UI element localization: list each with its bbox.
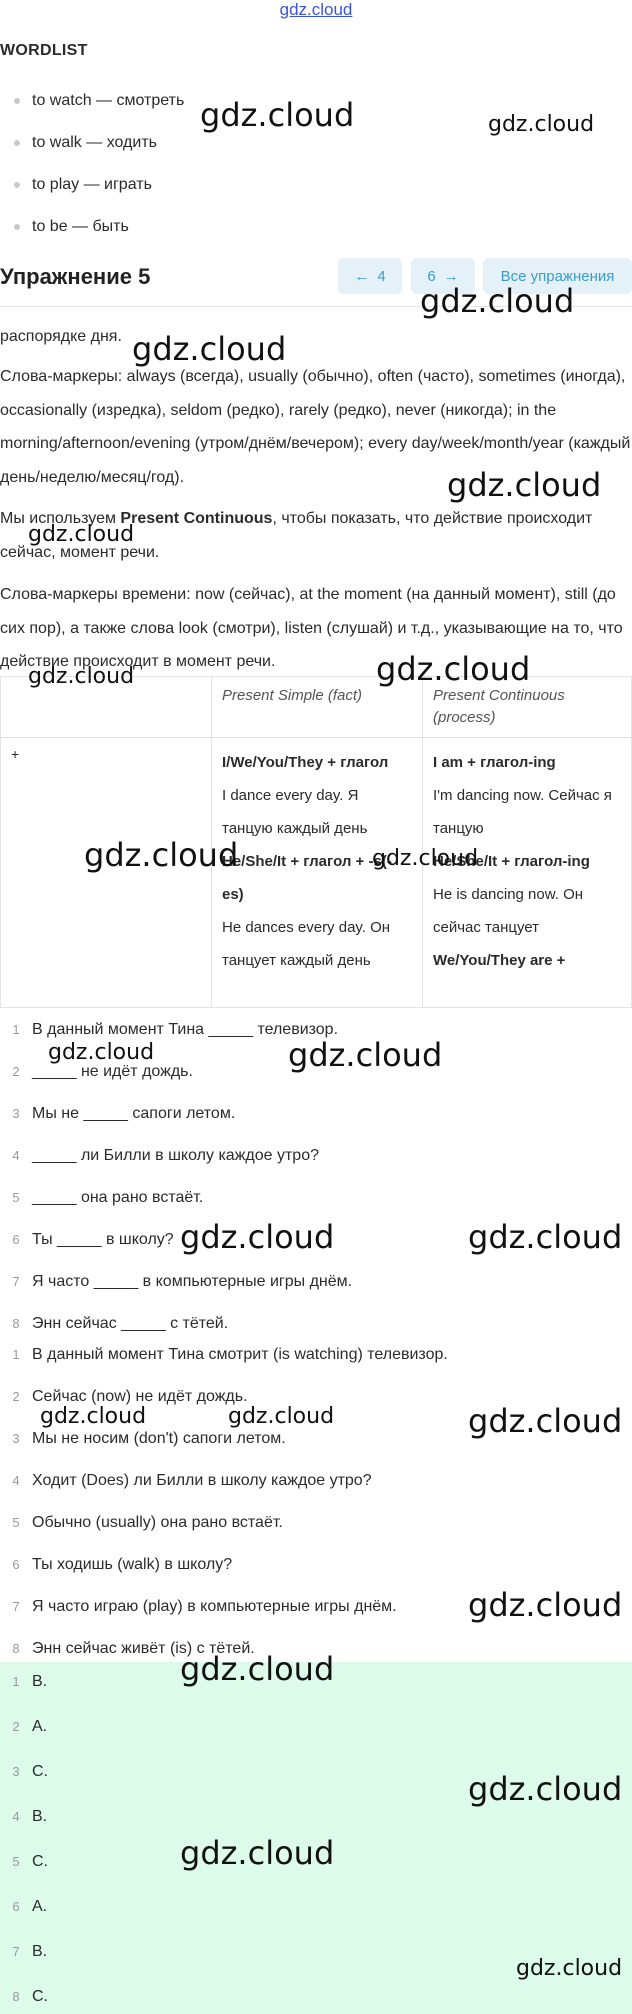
watermark: gdz.cloud <box>468 1586 623 1624</box>
watermark: gdz.cloud <box>28 522 135 547</box>
continuous-term: Present Continuous <box>120 510 273 527</box>
wordlist-item-text: to play — играть <box>32 176 152 193</box>
continuous-formula: I am + глагол-ing <box>433 754 556 771</box>
watermark: gdz.cloud <box>40 1404 147 1429</box>
watermark: gdz.cloud <box>468 1770 623 1808</box>
wordlist-item <box>14 218 129 236</box>
continuous-text: Мы используем Present Continuous, чтобы показать, что действие происходит сейчас, момент речи. <box>0 510 593 561</box>
question-item: 8 Энн сейчас _____ с тётей. <box>12 1315 229 1332</box>
watermark: gdz.cloud <box>372 846 479 871</box>
table-header-simple: Present Simple (fact) <box>212 677 423 738</box>
answer-item: 5 C. <box>12 1853 48 1870</box>
answer-item: 8 C. <box>12 1988 48 2005</box>
watermark: gdz.cloud <box>468 1218 623 1256</box>
watermark: gdz.cloud <box>48 1040 155 1065</box>
watermark: gdz.cloud <box>180 1218 335 1256</box>
continuous-formula: He/She/It + глагол-ing <box>433 853 590 870</box>
bullet-icon <box>14 140 20 146</box>
simple-example: I dance every day. Я танцую каждый день <box>222 787 368 837</box>
answer-item: 4 B. <box>12 1808 48 1825</box>
question-item: 2 _____ не идёт дождь. <box>12 1063 193 1080</box>
wordlist-item-text: to be — быть <box>32 218 129 235</box>
solution-item: 6 Ты ходишь (walk) в школу? <box>12 1556 233 1573</box>
wordlist-title: WORDLIST <box>0 42 88 59</box>
watermark: gdz.cloud <box>468 1402 623 1440</box>
watermark: gdz.cloud <box>288 1036 443 1074</box>
question-item: 3 Мы не _____ сапоги летом. <box>12 1105 236 1122</box>
watermark: gdz.cloud <box>84 836 239 874</box>
simple-example: He dances every day. Он танцует каждый день <box>222 919 391 969</box>
table-cell-continuous <box>423 738 632 1008</box>
wordlist-item-text: to walk — ходить <box>32 134 157 151</box>
watermark: gdz.cloud <box>200 96 355 134</box>
solution-item: 5 Обычно (usually) она рано встаёт. <box>12 1514 283 1531</box>
prev-exercise-button[interactable] <box>338 258 402 294</box>
prev-exercise-label: 4 <box>377 267 386 285</box>
arrow-left-icon: ← <box>354 267 370 285</box>
watermark: gdz.cloud <box>447 466 602 504</box>
answer-item: 6 A. <box>12 1898 48 1915</box>
answer-item: 7 B. <box>12 1943 48 1960</box>
question-item: 6 Ты _____ в школу? <box>12 1231 174 1248</box>
watermark: gdz.cloud <box>488 112 595 137</box>
watermark: gdz.cloud <box>132 330 287 368</box>
simple-formula: I/We/You/They + глагол <box>222 754 389 771</box>
wordlist-item <box>14 176 152 194</box>
wordlist-item <box>14 134 157 152</box>
question-item: 1 В данный момент Тина _____ телевизор. <box>12 1021 339 1038</box>
solution-item: 3 Мы не носим (don't) сапоги летом. <box>12 1430 286 1447</box>
continuous-formula: We/You/They are + <box>433 952 566 969</box>
solution-item: 4 Ходит (Does) ли Билли в школу каждое утро? <box>12 1472 372 1489</box>
markers-continuous-text: Слова-маркеры времени: now (сейчас), at the moment (на данный момент), still (до сих пор), а также слова look (смотри), listen (слушай) и т.д., указывающие на то, что действие происходит в момент речи. <box>0 586 623 670</box>
simple-formula: He/She/It + глагол + -s(-es) <box>222 853 392 903</box>
solution-item: 8 Энн сейчас живёт (is) с тётей. <box>12 1640 255 1657</box>
watermark: gdz.cloud <box>516 1956 623 1981</box>
all-exercises-label: Все упражнения <box>500 267 615 285</box>
next-exercise-label: 6 <box>427 267 436 285</box>
answer-item: 1 B. <box>12 1673 48 1690</box>
watermark: gdz.cloud <box>28 664 135 689</box>
markers-simple-text: Слова-маркеры: always (всегда), usually (обычно), often (часто), sometimes (иногда), occasionally (изредка), seldom (редко), rarely (редко), never (никогда); in the morning/afternoon/evening (утром/днём/вечером); every day/week/month/year (каждый день/неделю/месяц/год). <box>0 368 631 486</box>
table-row-sign: + <box>1 738 212 1008</box>
bullet-icon <box>14 182 20 188</box>
table-header-continuous: Present Continuous (process) <box>423 677 632 738</box>
continuous-example: I'm dancing now. Сейчас я танцую <box>433 787 612 837</box>
question-item: 7 Я часто _____ в компьютерные игры днём. <box>12 1273 353 1290</box>
watermark: gdz.cloud <box>180 1834 335 1872</box>
wordlist-item <box>14 92 184 110</box>
bullet-icon <box>14 98 20 104</box>
theory-text: распорядке дня. <box>0 328 122 345</box>
wordlist-item-text: to watch — смотреть <box>32 92 185 109</box>
solution-item: 2 Сейчас (now) не идёт дождь. <box>12 1388 248 1405</box>
question-item: 5 _____ она рано встаёт. <box>12 1189 204 1206</box>
arrow-right-icon: → <box>443 267 459 285</box>
site-logo-link[interactable]: gdz.cloud <box>279 0 353 19</box>
question-item: 4 _____ ли Билли в школу каждое утро? <box>12 1147 319 1164</box>
answer-item: 3 C. <box>12 1763 48 1780</box>
continuous-example: He is dancing now. Он сейчас танцует <box>433 886 584 936</box>
watermark: gdz.cloud <box>228 1404 335 1429</box>
solution-item: 7 Я часто играю (play) в компьютерные игры днём. <box>12 1598 397 1615</box>
table-cell-simple <box>212 738 423 1008</box>
watermark: gdz.cloud <box>420 282 575 320</box>
watermark: gdz.cloud <box>180 1650 335 1688</box>
answer-item: 2 A. <box>12 1718 48 1735</box>
bullet-icon <box>14 224 20 230</box>
solution-item: 1 В данный момент Тина смотрит (is watching) телевизор. <box>12 1346 448 1363</box>
exercise-title: Упражнение 5 <box>0 264 151 289</box>
watermark: gdz.cloud <box>376 650 531 688</box>
